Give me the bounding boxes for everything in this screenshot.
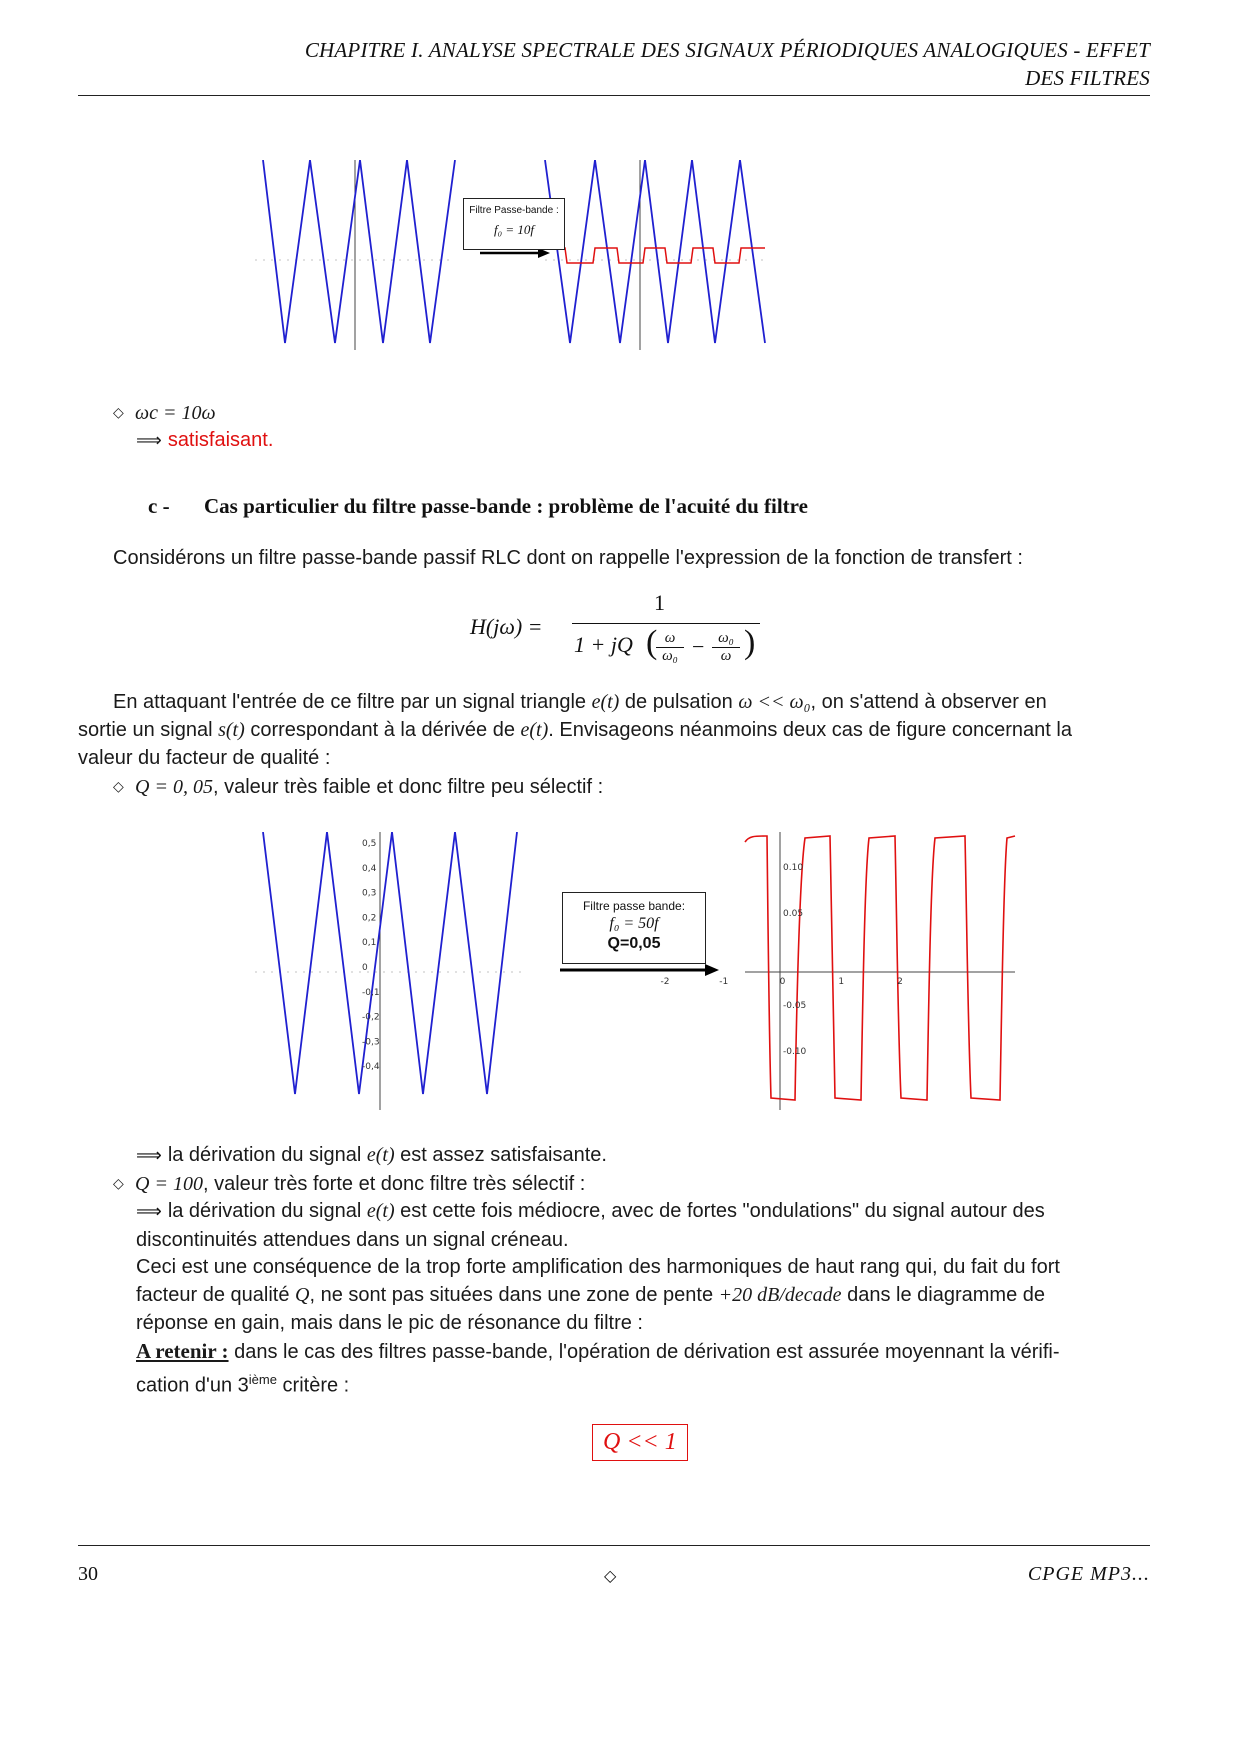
formula-minus: − [692,634,705,659]
item-3-math: Q = 100 [135,1173,203,1195]
explanation-text: dans le diagramme de [847,1284,1046,1306]
item-2-math: Q = 0, 05 [135,776,213,798]
formula-numerator: 1 [654,590,665,615]
item-3 [113,1169,585,1198]
p1-text: . Envisageons néanmoins deux cas de figure concernant la [548,719,1072,741]
result-3 [136,1197,1151,1254]
boxed-criterion: Q << 1 [592,1424,688,1461]
intro-paragraph: Considérons un filtre passe-bande passif RLC dont on rappelle l'expression de la fonction de transfert : [113,547,1023,569]
fig2-output-x-ticks [661,977,903,987]
running-header [78,36,1150,92]
implies-arrow: ⟹ [136,1145,162,1166]
p1-math-s: s(t) [218,719,245,741]
fig2-input-triangle-wave [263,832,517,1094]
transfer-function-formula [470,590,770,670]
header-line-2: DES FILTRES [1025,66,1150,90]
item-2 [113,772,603,801]
header-line-1: CHAPITRE I. ANALYSE SPECTRALE DES SIGNAUX PÉRIODIQUES ANALOGIQUES - EFFET [304,38,1150,62]
formula-denominator-prefix: 1 + jQ [574,632,633,657]
fig2-output-y-tick-label: 0.10 [783,863,804,873]
fig1-box-title: Filtre Passe-bande : [469,205,559,216]
fig2-input-y-tick-label: -0,4 [362,1062,380,1073]
formula-term1-num: ω [664,630,676,646]
p1-text: sortie un signal [78,719,213,741]
fig2-box-title: Filtre passe bande: [582,899,686,913]
item-1-math: ωc = 10ω [135,402,216,424]
retenir-line-1 [136,1337,1151,1366]
figure-2 [255,832,1035,1110]
formula-lhs: H(jω) = [470,614,543,639]
fig2-box-q: Q=0,05 [607,935,661,952]
item-1-result [136,426,273,455]
fig2-input-y-tick-label: -0,1 [362,987,380,998]
retenir-text: critère : [282,1374,350,1397]
implies-arrow: ⟹ [136,430,162,451]
formula-term2 [712,630,740,665]
explanation-math-q: Q [295,1284,310,1306]
p1-math-e: e(t) [520,719,549,741]
explanation-line-3: réponse en gain, mais dans le pic de résonance du filtre : [136,1312,643,1334]
explanation-text: , ne sont pas situées dans une zone de pente [309,1284,714,1306]
figure-1-output-plot [545,160,765,350]
fig2-output-x-tick-label: -1 [719,977,729,987]
footer-diamond: ◇ [604,1566,617,1585]
bullet-diamond: ◇ [113,1175,124,1191]
fig2-output-x-tick-label: -2 [660,977,670,987]
fig2-box-formula: f₀ = 50f [609,915,659,932]
p1-text: , on s'attend à observer en [810,691,1047,713]
figure-2-svg [255,832,1035,1110]
fig2-input-y-tick-label: 0,1 [362,938,377,949]
formula-fraction-bar [572,623,760,624]
figure-1-svg [255,160,785,350]
result-3-line-1 [136,1197,1151,1226]
figure-1 [255,160,785,350]
formula-term2-num: ω₀ [718,630,734,646]
formula-term2-den: ω [720,648,732,664]
explanation-text: facteur de qualité [136,1284,290,1306]
section-heading [148,494,808,519]
result-2-text: la dérivation du signal [167,1144,362,1166]
result-2-math: e(t) [366,1144,395,1166]
item-2-text: , valeur très faible et donc filtre peu sélectif : [212,776,604,798]
fig2-output-x-tick-label: 0 [779,977,786,987]
p1-math-omega: ω << ω₀ [738,691,811,713]
fig2-input-y-tick-label: 0,5 [362,839,377,849]
bullet-diamond: ◇ [113,404,124,420]
formula-term1-den: ω₀ [662,648,678,664]
p1-text: En attaquant l'entrée de ce filtre par un signal triangle [113,691,587,713]
explanation-math-slope: +20 dB/decade [718,1284,842,1306]
footer-course: CPGE MP3... [1027,1563,1150,1585]
item-3-text: , valeur très forte et donc filtre très sélectif : [202,1173,586,1195]
figure-2-filter-arrow [560,964,719,976]
result-3-text: la dérivation du signal [167,1200,362,1222]
fig2-input-y-tick-label: 0,2 [362,913,377,924]
fig1-input-triangle-wave [263,160,455,343]
paragraph-1-line-1 [113,688,1153,716]
fig2-input-y-tick-label: -0,3 [362,1037,380,1048]
implies-arrow: ⟹ [136,1201,162,1222]
retenir-paragraph [136,1337,1151,1400]
explanation-paragraph [136,1253,1151,1337]
result-2 [136,1141,607,1170]
item-1 [113,398,216,427]
p1-text: correspondant à la dérivée de [250,719,515,741]
explanation-line-2 [136,1281,1151,1309]
result-3-math: e(t) [366,1200,395,1222]
retenir-line-2 [136,1366,1151,1400]
p1-math-e: e(t) [591,691,620,713]
figure-2-filter-box [562,892,706,964]
fig2-output-x-tick-label: 1 [838,977,845,987]
page-number: 30 [78,1563,98,1585]
p1-text: de pulsation [624,691,733,713]
fig2-input-y-tick-label: 0 [362,963,368,973]
fig2-input-y-tick-label: 0,3 [362,888,377,899]
fig2-output-y-ticks [783,863,807,1057]
fig1-box-formula: f₀ = 10f [493,222,534,237]
fig2-input-y-tick-label: -0,2 [362,1012,380,1023]
formula-term1 [656,630,684,665]
fig2-output-square-wave [745,836,1015,1100]
paragraph-1-line-3: valeur du facteur de qualité : [78,747,331,769]
result-3-line-2: discontinuités attendues dans un signal créneau. [136,1229,569,1251]
header-rule [78,95,1150,96]
figure-2-input-plot [255,832,525,1110]
paragraph-1-line-2 [78,716,1153,744]
formula-paren-open: ( [646,624,658,661]
section-title: Cas particulier du filtre passe-bande : problème de l'acuité du filtre [204,494,808,518]
footer-rule [78,1545,1150,1546]
retenir-text: dans le cas des filtres passe-bande, l'opération de dérivation est assurée moyennant la vérifi- [234,1341,1060,1363]
fig2-input-y-tick-label: 0,4 [362,863,377,874]
retenir-label: A retenir : [136,1339,229,1363]
result-3-text: est cette fois médiocre, avec de fortes "ondulations" du signal autour des [400,1200,1045,1222]
fig2-output-y-tick-label: 0.05 [783,909,804,919]
section-number: c - [148,494,170,518]
figure-1-input-plot [255,160,455,350]
fig2-output-y-tick-label: -0.10 [783,1047,807,1057]
formula-paren-close: ) [744,624,756,661]
explanation-line-1: Ceci est une conséquence de la trop forte amplification des harmoniques de haut rang qui, du fait du fort [136,1256,1060,1278]
result-2-text: est assez satisfaisante. [400,1144,607,1166]
retenir-text: cation d'un 3 [136,1374,249,1397]
fig1-output-triangle-wave [545,160,765,343]
fig2-output-x-tick-label: 2 [897,977,903,987]
retenir-superscript: ième [248,1372,277,1387]
bullet-diamond: ◇ [113,778,124,794]
fig2-output-y-tick-label: -0.05 [783,1001,807,1011]
figure-1-filter-box [463,198,565,250]
item-1-result-text: satisfaisant. [167,429,274,451]
